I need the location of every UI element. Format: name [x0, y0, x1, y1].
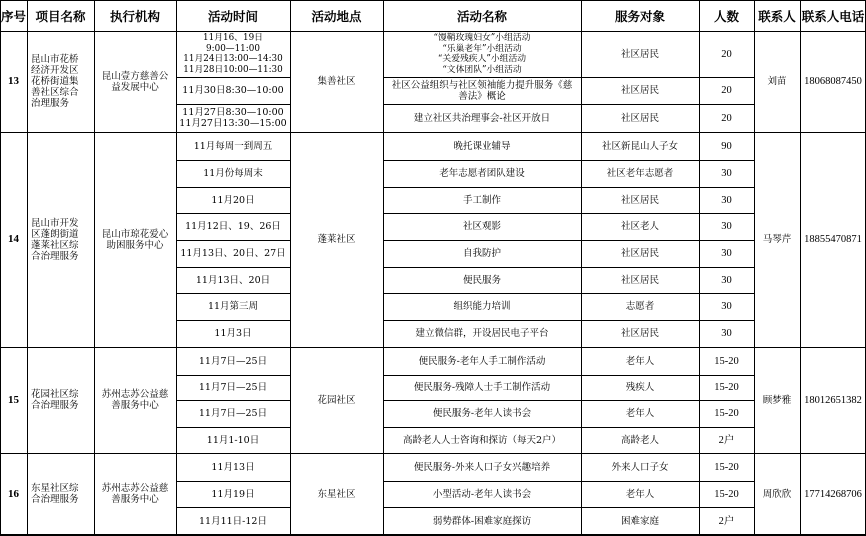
service-target: 社区居民: [620, 85, 659, 96]
activity-time: 11月13日、20日: [195, 274, 271, 286]
contact-phone: 18855470871: [804, 234, 862, 245]
participant-count: 15-20: [714, 488, 739, 500]
participant-count: 20: [721, 85, 732, 96]
activity-time: 11月30日8:30—10:00: [182, 85, 284, 96]
activity-name: 小型活动-老年人读书会: [432, 488, 532, 500]
activity-name: 便民服务-外来人口子女兴趣培养: [413, 461, 551, 473]
participant-count: 90: [721, 140, 732, 152]
participant-count: 15-20: [714, 382, 739, 393]
activity-time: 11月27日8:30—10:00 11月27日13:30—15:00: [179, 107, 287, 129]
activity-name: “馒鞘玫瑰妇女”小组活动 “乐巢老年”小组活动 “关爱残疾人”小组活动 “文体团队”小组活动: [433, 33, 531, 75]
contact-phone: 18012651382: [804, 394, 862, 406]
activity-name: 便民服务-老年人读书会: [432, 408, 532, 419]
header-phone: 联系人电话: [801, 8, 865, 24]
service-target: 社区老年志愿者: [606, 168, 674, 179]
executing-agency: 苏州志苏公益慈 善服务中心: [101, 389, 169, 411]
activity-time: 11月13日: [211, 461, 255, 473]
grid-line: [0, 0, 866, 1]
service-target: 社区居民: [620, 328, 659, 339]
participant-count: 30: [721, 168, 732, 179]
participant-count: 30: [721, 301, 732, 312]
service-target: 老年人: [625, 355, 655, 367]
contact-phone: 18068087450: [804, 76, 862, 87]
participant-count: 2户: [718, 434, 735, 446]
header-target: 服务对象: [614, 8, 665, 24]
participant-count: 30: [721, 194, 732, 206]
row-number: 16: [8, 487, 19, 500]
contact-person: 顾梦雅: [762, 394, 792, 406]
activity-name: 便民服务-老年人手工制作活动: [418, 355, 546, 367]
row-number: 14: [8, 233, 19, 245]
participant-count: 15-20: [714, 408, 739, 419]
header-contact: 联系人: [758, 8, 796, 24]
contact-person: 马琴芹: [762, 234, 792, 245]
header-count: 人数: [713, 8, 739, 24]
activity-name: 建立社区共治理事会-社区开放日: [413, 112, 551, 124]
service-target: 社区居民: [620, 248, 659, 259]
project-name: 昆山市花桥 经济开发区 花桥街道集 善社区综合 治理服务: [31, 54, 79, 109]
contact-person: 周欣欣: [762, 488, 792, 500]
service-target: 社区居民: [620, 112, 659, 124]
activity-name: 老年志愿者团队建设: [439, 168, 525, 179]
contact-phone: 17714268706: [804, 488, 862, 500]
service-target: 残疾人: [625, 382, 655, 393]
participant-count: 30: [721, 248, 732, 259]
activity-name: 便民服务-残障人士手工制作活动: [413, 382, 551, 393]
activity-name: 弱势群体-困难家庭探访: [432, 515, 532, 527]
activity-time: 11月7日—25日: [198, 408, 268, 419]
participant-count: 30: [721, 274, 732, 286]
service-target: 社区居民: [620, 194, 659, 206]
activity-place: 集善社区: [317, 76, 356, 87]
project-name: 花园社区综 合治理服务: [31, 389, 79, 411]
participant-count: 20: [721, 48, 732, 60]
service-target: 社区新昆山人子女: [601, 140, 678, 152]
activity-time: 11月20日: [211, 194, 255, 206]
row-number: 15: [8, 393, 19, 406]
activity-name: 高龄老人人士咨询和探访（每天2户）: [402, 434, 562, 446]
executing-agency: 苏州志苏公益慈 善服务中心: [101, 483, 169, 505]
participant-count: 30: [721, 221, 732, 232]
activity-time: 11月19日: [211, 488, 255, 500]
activity-place: 东星社区: [317, 488, 356, 500]
activity-time: 11月11日-12日: [199, 515, 267, 527]
project-name: 昆山市开发 区蓬朗街道 蓬莱社区综 合治理服务: [31, 217, 79, 262]
activity-name: 便民服务: [462, 274, 501, 286]
service-target: 老年人: [625, 408, 655, 419]
activity-time: 11月份每周末: [203, 168, 263, 179]
activity-time: 11月第三周: [207, 301, 259, 312]
activity-name: 组织能力培训: [453, 301, 511, 312]
activity-place: 蓬莱社区: [317, 234, 356, 245]
project-name: 东星社区综 合治理服务: [31, 483, 79, 505]
service-target: 社区居民: [620, 274, 659, 286]
contact-person: 刘苗: [767, 76, 787, 87]
header-activity: 活动名称: [456, 8, 507, 24]
participant-count: 20: [721, 112, 732, 124]
activity-name: 社区公益组织与社区领袖能力提升服务《慈 善法》概论: [391, 79, 573, 102]
participant-count: 30: [721, 328, 732, 339]
activity-time: 11月3日: [214, 328, 252, 339]
executing-agency: 昆山市琼花爱心 助困服务中心: [101, 228, 169, 251]
service-target: 困难家庭: [620, 515, 659, 527]
activity-name: 晚托课业辅导: [453, 140, 511, 152]
header-project: 项目名称: [35, 8, 86, 24]
activity-place: 花园社区: [317, 394, 356, 406]
header-agency: 执行机构: [109, 8, 160, 24]
activity-time: 11月7日—25日: [198, 382, 268, 393]
activity-time: 11月12日、19、26日: [185, 221, 281, 232]
activity-time: 11月每周一到周五: [193, 140, 273, 152]
participant-count: 15-20: [714, 355, 739, 367]
service-target: 社区老人: [620, 221, 659, 232]
activity-name: 社区观影: [462, 221, 501, 232]
activity-name: 手工制作: [462, 194, 501, 206]
header-time: 活动时间: [207, 8, 258, 24]
participant-count: 2户: [718, 515, 735, 527]
activity-name: 建立微信群，开设居民电子平台: [415, 328, 549, 339]
activity-time: 11月1-10日: [206, 434, 260, 446]
activity-time: 11月7日—25日: [198, 355, 268, 367]
participant-count: 15-20: [714, 461, 739, 473]
header-place: 活动地点: [311, 8, 362, 24]
service-target: 社区居民: [620, 48, 659, 60]
service-target: 外来人口子女: [611, 461, 669, 473]
executing-agency: 昆山壹方慈善公 益发展中心: [101, 70, 169, 93]
activity-time: 11月13日、20日、27日: [180, 248, 286, 259]
row-number: 13: [8, 75, 19, 87]
header-no: 序号: [1, 8, 27, 24]
activity-time: 11月16、19日 9:00—11:00 11月24日13:00—14:30 11月28日10:00—11:30: [183, 33, 283, 75]
service-target: 高龄老人: [620, 434, 659, 446]
activity-name: 自我防护: [462, 248, 501, 259]
service-target: 志愿者: [625, 301, 655, 312]
service-target: 老年人: [625, 488, 655, 500]
